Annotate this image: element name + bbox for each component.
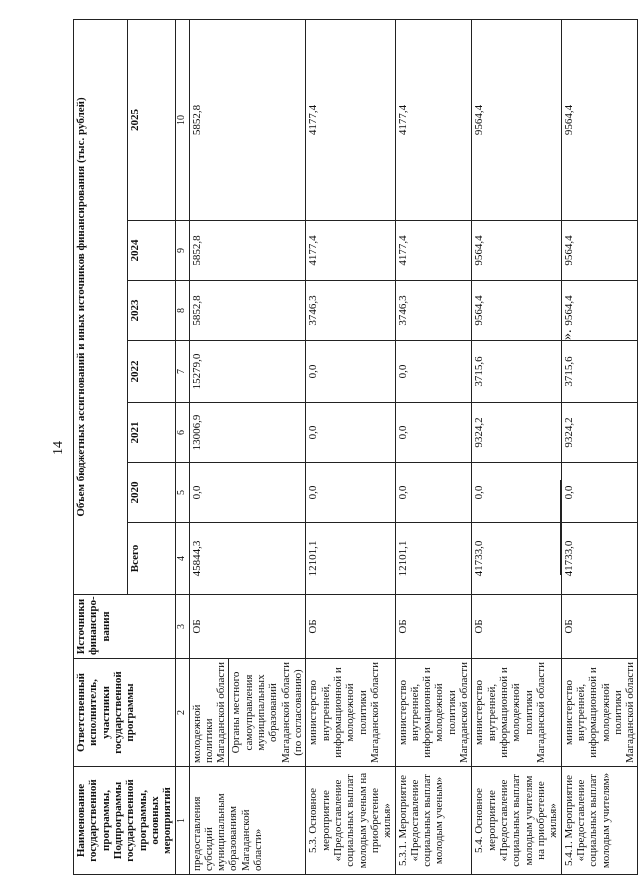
index-cell: 4: [175, 523, 189, 595]
value-cell: 41733,0: [472, 523, 561, 595]
value-cell: 12101,1: [395, 523, 472, 595]
table-row: [561, 19, 638, 874]
funding-table: [73, 19, 638, 875]
header-year-2023: 2023: [127, 281, 175, 341]
index-cell: 2: [175, 659, 189, 767]
row-executor: министерство внутренней, информационной и молодежной политики Магаданской области: [395, 659, 472, 767]
value-cell: 0,0: [306, 463, 395, 523]
row-name: 5.4. Основное мероприятие «Предоставление социальных выплат молодым учителям на приобретение жилья»: [472, 767, 561, 875]
row-executor: министерство внутренней, информационной и молодежной политики Магаданской области: [472, 659, 561, 767]
row-name: предоставления субсидий муниципальным образованиям Магаданской области»: [189, 767, 306, 875]
value-cell: 9564,4: [472, 281, 561, 341]
value-cell: 4177,4: [306, 221, 395, 281]
value-cell: 9564,4: [561, 281, 638, 341]
header-executor: Ответственный исполнитель, участники государственной программы: [74, 659, 176, 767]
row-executor: министерство внутренней, информационной и молодежной политики Магаданской области: [561, 659, 638, 767]
table-row: [395, 19, 472, 874]
value-cell: 9324,2: [472, 403, 561, 463]
funding-table-container: [73, 20, 637, 875]
executor-part: молодежной политики Магаданской области: [190, 659, 230, 766]
closing-quote-mark: ».: [560, 329, 575, 340]
index-cell: 10: [175, 19, 189, 220]
index-cell: 6: [175, 403, 189, 463]
value-cell: 5852,8: [189, 221, 306, 281]
index-cell: 7: [175, 341, 189, 403]
value-cell: 9324,2: [561, 403, 638, 463]
value-cell: 5852,8: [189, 281, 306, 341]
value-cell: 15279,0: [189, 341, 306, 403]
index-cell: 9: [175, 221, 189, 281]
index-cell: 3: [175, 595, 189, 659]
row-name: 5.3.1. Мероприятие «Предоставление социальных выплат молодым ученым»: [395, 767, 472, 875]
header-year-2021: 2021: [127, 403, 175, 463]
index-cell: 8: [175, 281, 189, 341]
value-cell: 0,0: [472, 463, 561, 523]
row-source: ОБ: [395, 595, 472, 659]
header-volume: Объем бюджетных ассигнований и иных источников финансирования (тыс. рублей): [74, 19, 128, 594]
row-name: 5.3. Основное мероприятие «Предоставление социальных выплат молодым ученым на приобретение жилья»: [306, 767, 395, 875]
table-row: [189, 19, 306, 874]
header-source: Источники финансиро-вания: [74, 595, 176, 659]
table-row: [472, 19, 561, 874]
row-name: 5.4.1. Мероприятие «Предоставление социальных выплат молодым учителям»: [561, 767, 638, 875]
index-cell: 1: [175, 767, 189, 875]
value-cell: 5852,8: [189, 19, 306, 220]
value-cell: 45844,3: [189, 523, 306, 595]
value-cell: 0,0: [395, 341, 472, 403]
value-cell: 12101,1: [306, 523, 395, 595]
value-cell: 4177,4: [395, 19, 472, 220]
value-cell: 3715,6: [472, 341, 561, 403]
value-cell: 4177,4: [395, 221, 472, 281]
value-cell: 9564,4: [472, 221, 561, 281]
value-cell: 0,0: [306, 403, 395, 463]
value-cell: 9564,4: [472, 19, 561, 220]
value-cell: 0,0: [561, 463, 638, 523]
row-source: ОБ: [561, 595, 638, 659]
value-cell: 9564,4: [561, 221, 638, 281]
header-year-2024: 2024: [127, 221, 175, 281]
table-row: [306, 19, 395, 874]
executor-part: Органы местного самоуправления муниципальных образований Магаданской области (по согласованию): [230, 662, 304, 763]
header-year-2022: 2022: [127, 341, 175, 403]
value-cell: 9564,4: [561, 19, 638, 220]
row-source: ОБ: [472, 595, 561, 659]
value-cell: 3746,3: [306, 281, 395, 341]
row-source: ОБ: [306, 595, 395, 659]
value-cell: 3746,3: [395, 281, 472, 341]
index-cell: 5: [175, 463, 189, 523]
value-cell: 4177,4: [306, 19, 395, 220]
header-year-total: Всего: [127, 523, 175, 595]
row-executor: [189, 659, 306, 767]
value-cell: 0,0: [395, 403, 472, 463]
header-year-2025: 2025: [127, 19, 175, 220]
row-source: ОБ: [189, 595, 306, 659]
value-cell: 0,0: [306, 341, 395, 403]
value-cell: 41733,0: [561, 523, 638, 595]
column-index-row: [175, 19, 189, 874]
row-executor: министерство внутренней, информационной и молодежной политики Магаданской области: [306, 659, 395, 767]
closing-underline: [560, 480, 561, 575]
header-name: Наименование государственной программы, Подпрограммы государственной программы, основных мероприятий: [74, 767, 176, 875]
header-year-2020: 2020: [127, 463, 175, 523]
value-cell: 13006,9: [189, 403, 306, 463]
value-cell: 0,0: [189, 463, 306, 523]
value-cell: 0,0: [395, 463, 472, 523]
value-cell: 3715,6: [561, 341, 638, 403]
page-number: 14: [51, 441, 66, 455]
